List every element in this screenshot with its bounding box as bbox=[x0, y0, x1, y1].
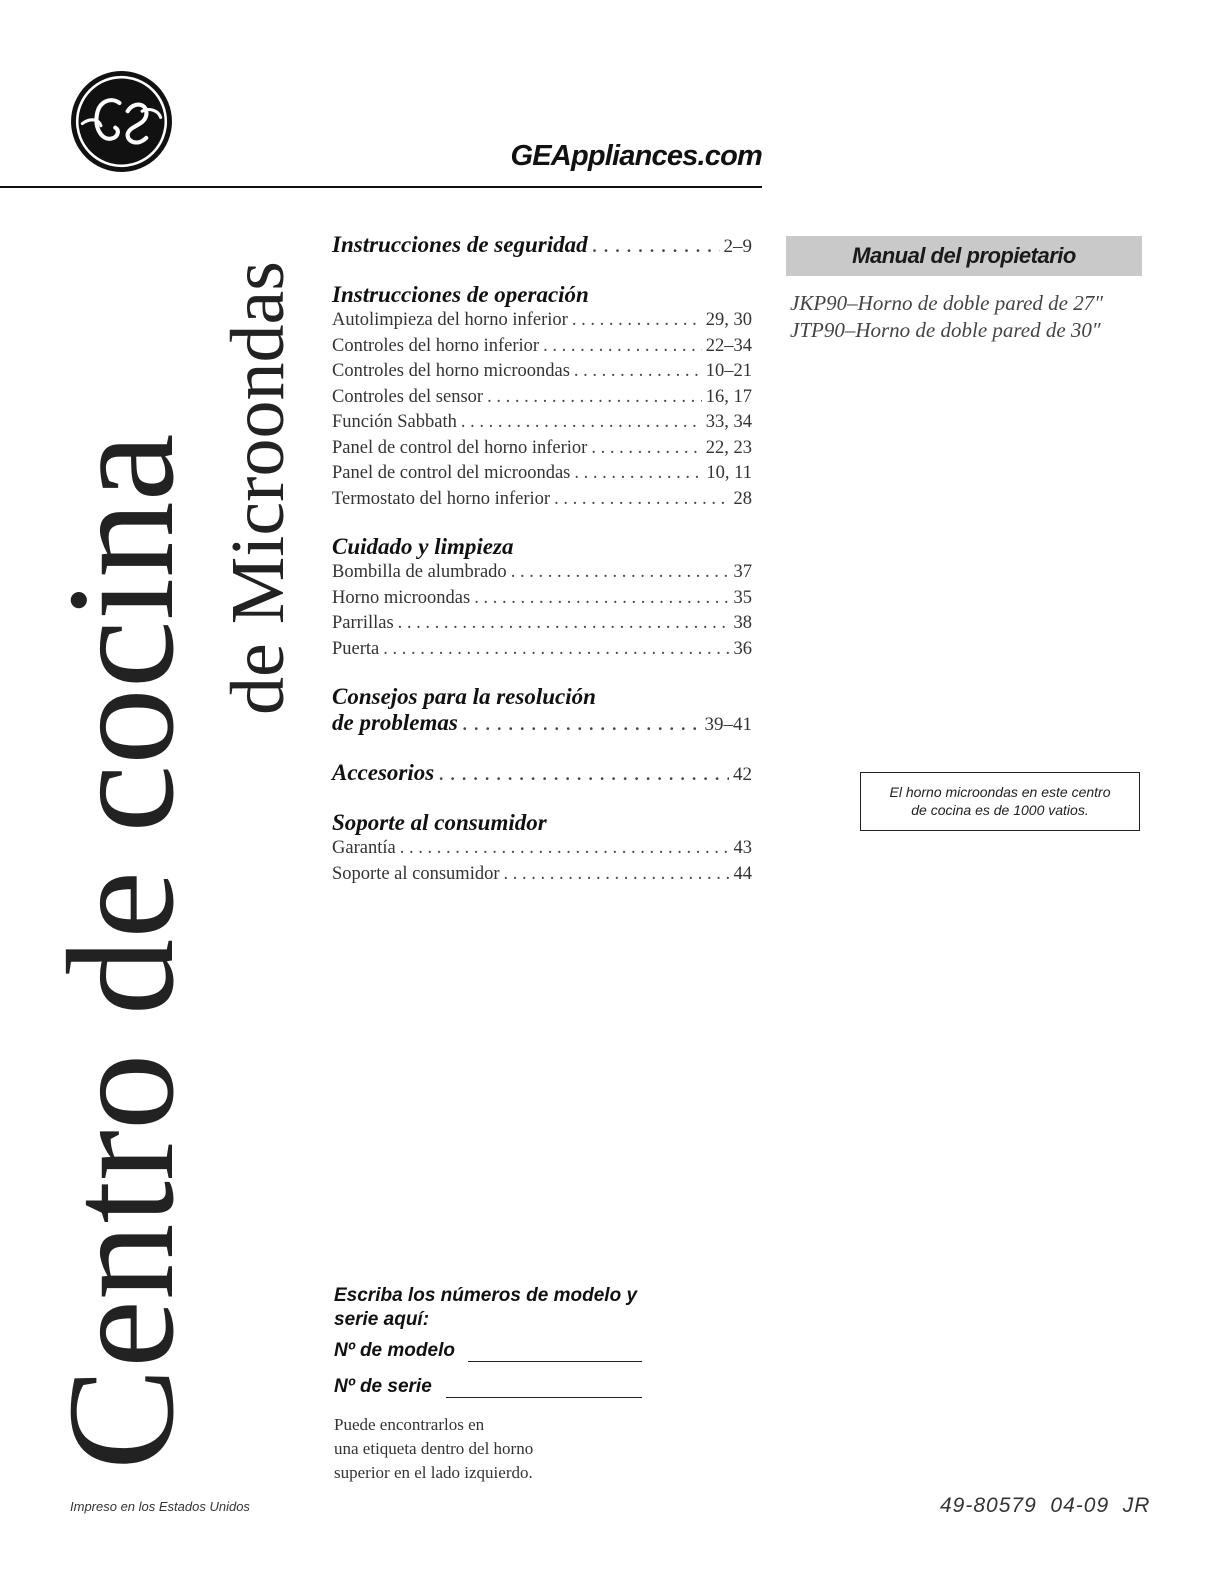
header-divider bbox=[0, 186, 762, 188]
toc-entry bbox=[332, 560, 752, 586]
serial-number-label: Nº de serie bbox=[334, 1376, 432, 1397]
toc-entry-label: Controles del sensor bbox=[332, 386, 484, 407]
toc-entry-troubleshooting bbox=[332, 710, 752, 738]
note-line: Puede encontrarlos en bbox=[334, 1415, 485, 1434]
toc-entry-pages: 10–21 bbox=[705, 361, 752, 381]
toc-entry bbox=[332, 436, 752, 462]
toc-entry-label: Soporte al consumidor bbox=[332, 863, 500, 884]
vertical-subtitle: de Microondas bbox=[216, 261, 300, 715]
toc-entry-pages: 38 bbox=[733, 613, 752, 633]
toc-entry-label: Controles del horno microondas bbox=[332, 361, 570, 381]
toc-entry bbox=[332, 586, 752, 612]
toc-entry bbox=[332, 862, 752, 888]
toc-entry-pages: 29, 30 bbox=[705, 310, 752, 330]
toc-entry-label: Panel de control del horno inferior bbox=[332, 437, 588, 458]
wattage-notice bbox=[860, 772, 1140, 831]
ge-logo-icon bbox=[70, 70, 173, 173]
table-of-contents bbox=[332, 232, 752, 901]
note-line: superior en el lado izquierdo. bbox=[334, 1463, 533, 1482]
form-title-line: Escriba los números de modelo y bbox=[334, 1285, 638, 1306]
toc-entry-pages: 39–41 bbox=[704, 714, 752, 735]
toc-entry-label: de problemas bbox=[332, 710, 458, 735]
toc-entry-label: Parrillas bbox=[332, 613, 394, 633]
toc-entry bbox=[332, 410, 752, 436]
toc-entry-safety bbox=[332, 232, 752, 260]
toc-entry bbox=[332, 308, 752, 334]
toc-entry-pages: 16, 17 bbox=[705, 386, 752, 407]
toc-entry bbox=[332, 611, 752, 637]
form-title-line: serie aquí: bbox=[334, 1309, 430, 1330]
toc-section-title: Soporte al consumidor bbox=[332, 810, 547, 835]
toc-entry bbox=[332, 487, 752, 513]
toc-entry-pages: 36 bbox=[733, 638, 752, 659]
note-line: una etiqueta dentro del horno bbox=[334, 1439, 534, 1458]
model-number-label: Nº de modelo bbox=[334, 1340, 455, 1361]
toc-entry-label: Instrucciones de seguridad bbox=[332, 232, 588, 257]
model-number-field[interactable] bbox=[468, 1361, 642, 1362]
toc-entry-pages: 37 bbox=[733, 562, 752, 582]
toc-entry-pages: 22, 23 bbox=[705, 437, 752, 458]
document-code: 49-80579 04-09 JR bbox=[940, 1494, 1151, 1517]
toc-entry-pages: 10, 11 bbox=[706, 463, 752, 483]
toc-entry bbox=[332, 334, 752, 360]
model-line: JTP90–Horno de doble pared de 30″ bbox=[790, 318, 1101, 342]
toc-entry-label: Controles del horno inferior bbox=[332, 335, 540, 356]
toc-entry bbox=[332, 836, 752, 862]
toc-entry-pages: 35 bbox=[733, 587, 752, 608]
website-url: GEAppliances.com bbox=[510, 140, 762, 172]
toc-entry-label: Garantía bbox=[332, 838, 396, 858]
toc-entry-pages: 33, 34 bbox=[705, 412, 752, 432]
toc-entry bbox=[332, 637, 752, 663]
toc-entry-label: Puerta bbox=[332, 638, 380, 659]
toc-entry bbox=[332, 385, 752, 411]
toc-entry-label: Accesorios bbox=[332, 760, 435, 785]
vertical-title: Centro de cocina bbox=[37, 433, 206, 1470]
notice-line: El horno microondas en este centro bbox=[889, 784, 1111, 800]
toc-entry-pages: 22–34 bbox=[705, 335, 752, 356]
toc-entry-accessories bbox=[332, 760, 752, 788]
toc-entry bbox=[332, 359, 752, 385]
location-note bbox=[334, 1413, 634, 1485]
toc-section-title: Instrucciones de operación bbox=[332, 282, 589, 307]
manual-banner: Manual del propietario bbox=[786, 236, 1142, 276]
serial-number-field[interactable] bbox=[446, 1397, 642, 1398]
form-title bbox=[334, 1284, 654, 1332]
toc-entry-pages: 28 bbox=[733, 488, 752, 509]
toc-entry-pages: 2–9 bbox=[723, 236, 752, 257]
toc-entry-label: Bombilla de alumbrado bbox=[332, 562, 507, 582]
printed-in-note: Impreso en los Estados Unidos bbox=[70, 1499, 250, 1514]
notice-line: de cocina es de 1000 vatios. bbox=[911, 802, 1089, 818]
toc-entry-label: Horno microondas bbox=[332, 587, 471, 608]
toc-entry-label: Función Sabbath bbox=[332, 412, 457, 432]
toc-entry-label: Termostato del horno inferior bbox=[332, 488, 551, 509]
model-line: JKP90–Horno de doble pared de 27″ bbox=[790, 291, 1104, 315]
toc-entry-label: Autolimpieza del horno inferior bbox=[332, 310, 568, 330]
toc-section-title: Cuidado y limpieza bbox=[332, 534, 514, 559]
toc-entry bbox=[332, 461, 752, 487]
toc-entry-label: Panel de control del microondas bbox=[332, 463, 571, 483]
toc-entry-pages: 42 bbox=[733, 764, 752, 785]
toc-section-title: Consejos para la resolución bbox=[332, 684, 596, 709]
toc-entry-pages: 44 bbox=[733, 863, 752, 884]
toc-entry-pages: 43 bbox=[733, 838, 752, 858]
